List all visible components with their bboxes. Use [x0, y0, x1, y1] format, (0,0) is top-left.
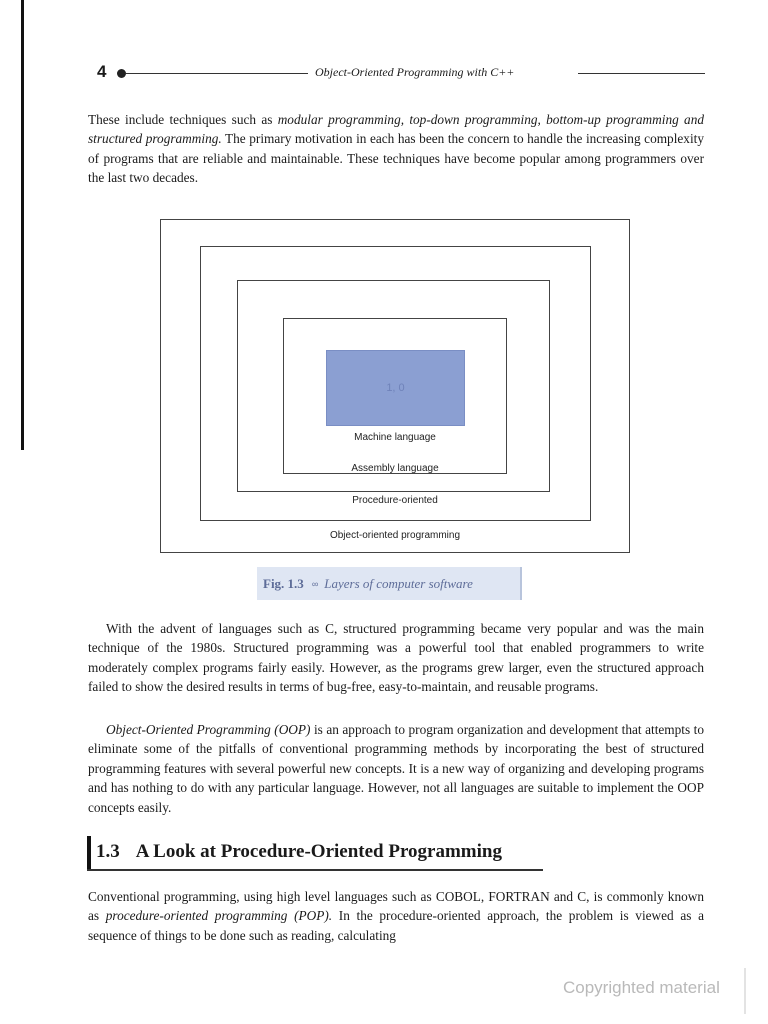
paragraph-techniques: [88, 110, 704, 188]
bullet-dot-icon: [117, 69, 126, 78]
paragraph-oop: [88, 720, 704, 817]
figure-number: Fig. 1.3: [263, 575, 304, 591]
paragraph-pop: [88, 887, 704, 945]
header-rule-left: [126, 73, 308, 74]
oop-term: Object-Oriented Programming (OOP): [106, 722, 311, 737]
watermark-edge-bar: [744, 968, 746, 1014]
figure-caption: [257, 567, 522, 600]
label-procedure-oriented: Procedure-oriented: [352, 495, 438, 506]
figure-caption-text: Layers of computer software: [324, 575, 473, 591]
label-assembly-language: Assembly language: [351, 463, 439, 474]
section-heading: [96, 841, 502, 863]
section-marker-bar: [87, 836, 91, 870]
paragraph-structured: With the advent of languages such as C, structured programming became very popular and was the main technique of the 1980s. Structured programming was a powerful tool that enabled programmers to write moderately complex programs fairly easily. However, as the programs grew larger, even the structured approach failed to show the desired results in terms of bug-free, easy-to-maintain, and reusable programs.: [88, 621, 704, 695]
layer-core-binary: [326, 350, 465, 426]
caption-separator: ∞: [311, 578, 319, 589]
paragraph-oop-rest: is an approach to program organization and development that attempts to eliminate some of the pitfalls of conventional programming methods by incorporating the best of structured programming features with several powerful new concepts. It is a new way of organizing and developing programs and has nothing to do with any particular language. However, not all languages are suitable to implement the OOP concepts easily.: [88, 722, 705, 815]
section-underline: [87, 869, 543, 871]
software-layers-diagram: [160, 219, 630, 553]
paragraph-techniques-lead: These include techniques such as: [88, 112, 278, 127]
paragraph-pop-lead: Conventional programming, using high level languages such as COBOL, FORTRAN and C, is commonly known as: [88, 889, 704, 924]
binding-edge-line: [21, 0, 24, 450]
section-number: 1.3: [96, 841, 120, 862]
techniques-list: modular programming, top-down programming, bottom-up programming and structured programming.: [88, 112, 704, 147]
core-label: 1, 0: [386, 382, 405, 394]
page-number: 4: [97, 62, 107, 81]
book-title: Object-Oriented Programming with C++: [315, 65, 515, 79]
header-rule-right: [578, 73, 705, 74]
paragraph-techniques-rest: The primary motivation in each has been the concern to handle the increasing complexity of programs that are reliable and maintainable. These techniques have become popular among programmers over the last two decades.: [88, 131, 704, 186]
pop-term: procedure-oriented programming (POP).: [105, 908, 333, 924]
label-object-oriented: Object-oriented programming: [329, 530, 461, 541]
section-title: A Look at Procedure-Oriented Programming: [135, 841, 502, 862]
label-machine-language: Machine language: [354, 432, 436, 443]
running-head: [97, 62, 705, 86]
paragraph-pop-rest: In the procedure-oriented approach, the problem is viewed as a sequence of things to be done such as reading, calculating: [88, 908, 704, 943]
copyright-watermark: Copyrighted material: [563, 978, 720, 997]
